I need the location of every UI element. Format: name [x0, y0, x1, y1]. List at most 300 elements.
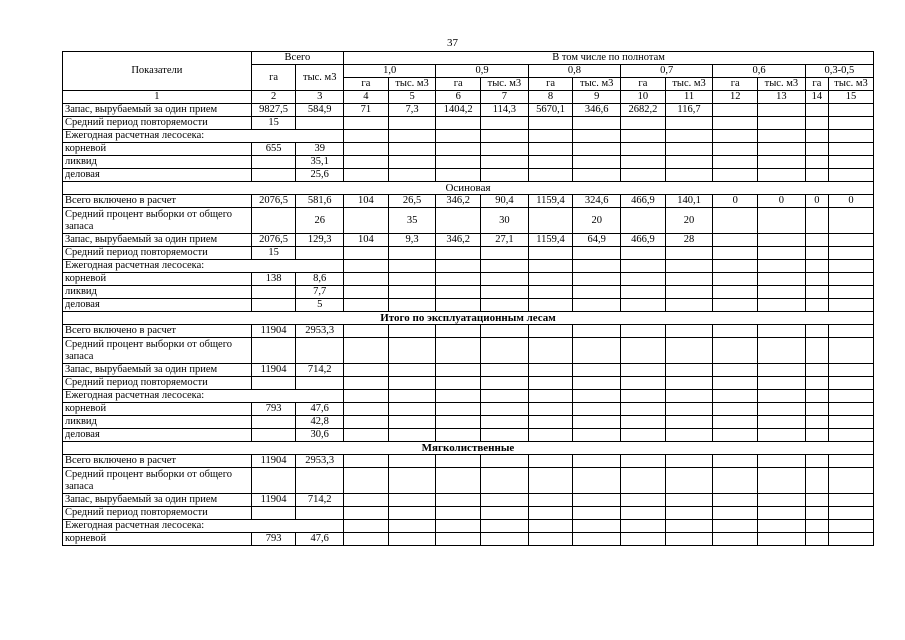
table-cell: [665, 338, 713, 364]
table-cell: [436, 494, 481, 507]
table-cell: 714,2: [296, 494, 344, 507]
table-cell: [481, 390, 529, 403]
table-cell: [436, 325, 481, 338]
table-cell: [344, 156, 389, 169]
header-total-m3: тыс. м3: [296, 65, 344, 91]
header-m3: тыс. м3: [829, 78, 874, 91]
table-cell: [436, 533, 481, 546]
row-label: Средний период повторяемости: [63, 247, 252, 260]
table-row: [63, 260, 874, 273]
table-cell: 104: [344, 195, 389, 208]
table-cell: [388, 247, 436, 260]
table-cell: [528, 364, 573, 377]
table-cell: [665, 468, 713, 494]
table-cell: [829, 338, 874, 364]
table-cell: [805, 338, 828, 364]
table-cell: [388, 429, 436, 442]
table-cell: 5: [296, 299, 344, 312]
table-cell: 7,3: [388, 104, 436, 117]
table-cell: [829, 104, 874, 117]
table-cell: [713, 390, 758, 403]
table-cell: [805, 533, 828, 546]
table-cell: [251, 416, 296, 429]
table-row: [63, 208, 874, 234]
table-cell: 25,6: [296, 169, 344, 182]
table-cell: [296, 338, 344, 364]
table-cell: [665, 247, 713, 260]
table-cell: [805, 247, 828, 260]
column-number: 8: [528, 91, 573, 104]
column-number: 9: [573, 91, 621, 104]
row-label: Запас, вырубаемый за один прием: [63, 104, 252, 117]
table-cell: [388, 390, 436, 403]
table-cell: [344, 533, 389, 546]
table-cell: [436, 468, 481, 494]
table-cell: [829, 260, 874, 273]
table-cell: [344, 117, 389, 130]
table-cell: [481, 416, 529, 429]
table-cell: [344, 273, 389, 286]
table-cell: 1404,2: [436, 104, 481, 117]
column-number: 14: [805, 91, 828, 104]
header-total-ha: га: [251, 65, 296, 91]
table-cell: [829, 468, 874, 494]
table-row: [63, 338, 874, 364]
table-cell: [621, 130, 666, 143]
table-cell: [296, 468, 344, 494]
table-cell: [621, 208, 666, 234]
table-row: [63, 143, 874, 156]
table-cell: [621, 286, 666, 299]
table-cell: [528, 143, 573, 156]
table-cell: [344, 338, 389, 364]
table-cell: 0: [829, 195, 874, 208]
table-cell: 2682,2: [621, 104, 666, 117]
table-cell: [296, 117, 344, 130]
table-cell: [344, 169, 389, 182]
table-cell: [436, 429, 481, 442]
table-cell: [758, 260, 806, 273]
table-row: [63, 104, 874, 117]
table-cell: [528, 390, 573, 403]
table-cell: 28: [665, 234, 713, 247]
table-cell: [805, 130, 828, 143]
table-cell: [665, 416, 713, 429]
table-cell: [665, 273, 713, 286]
table-cell: [528, 520, 573, 533]
section-row: [63, 182, 874, 195]
table-cell: [621, 156, 666, 169]
table-cell: [573, 338, 621, 364]
table-cell: 116,7: [665, 104, 713, 117]
table-cell: [758, 533, 806, 546]
table-cell: [481, 325, 529, 338]
forest-stock-table: [62, 51, 874, 546]
header-ha: га: [713, 78, 758, 91]
column-number: 15: [829, 91, 874, 104]
header-m3: тыс. м3: [665, 78, 713, 91]
table-cell: [805, 364, 828, 377]
table-cell: [251, 377, 296, 390]
table-cell: [621, 455, 666, 468]
table-cell: [481, 260, 529, 273]
table-cell: [251, 208, 296, 234]
table-cell: [713, 169, 758, 182]
table-cell: [344, 143, 389, 156]
table-cell: 26,5: [388, 195, 436, 208]
table-cell: [713, 117, 758, 130]
row-label: корневой: [63, 403, 252, 416]
row-label: Ежегодная расчетная лесосека:: [63, 130, 344, 143]
table-cell: [573, 429, 621, 442]
header-indicators: Показатели: [63, 52, 252, 91]
header-ha: га: [805, 78, 828, 91]
table-cell: [528, 273, 573, 286]
table-cell: [388, 260, 436, 273]
table-cell: [481, 403, 529, 416]
table-cell: [665, 299, 713, 312]
table-cell: [758, 234, 806, 247]
table-cell: [344, 520, 389, 533]
table-cell: [251, 169, 296, 182]
table-cell: [436, 117, 481, 130]
table-row: [63, 403, 874, 416]
table-cell: [481, 468, 529, 494]
table-cell: [665, 117, 713, 130]
table-cell: [805, 494, 828, 507]
table-cell: [665, 390, 713, 403]
table-cell: 64,9: [573, 234, 621, 247]
row-label: корневой: [63, 273, 252, 286]
table-cell: 2953,3: [296, 325, 344, 338]
table-cell: 30: [481, 208, 529, 234]
table-cell: [713, 429, 758, 442]
header-m3: тыс. м3: [481, 78, 529, 91]
table-cell: 324,6: [573, 195, 621, 208]
table-cell: 581,6: [296, 195, 344, 208]
table-row: [63, 117, 874, 130]
table-cell: 793: [251, 533, 296, 546]
table-cell: [296, 247, 344, 260]
section-title: Осиновая: [63, 182, 874, 195]
table-cell: 7,7: [296, 286, 344, 299]
table-cell: [388, 325, 436, 338]
table-cell: [528, 494, 573, 507]
table-cell: 140,1: [665, 195, 713, 208]
row-label: Запас, вырубаемый за один прием: [63, 234, 252, 247]
table-row: [63, 416, 874, 429]
table-cell: 15: [251, 247, 296, 260]
table-cell: 39: [296, 143, 344, 156]
row-label: Средний процент выборки от общего запаса: [63, 468, 252, 494]
table-cell: [436, 507, 481, 520]
table-cell: [528, 260, 573, 273]
table-cell: [436, 403, 481, 416]
table-cell: [481, 455, 529, 468]
table-cell: [621, 247, 666, 260]
table-cell: [829, 520, 874, 533]
table-cell: 30,6: [296, 429, 344, 442]
table-cell: [528, 130, 573, 143]
table-cell: [829, 234, 874, 247]
table-cell: [713, 273, 758, 286]
table-cell: [573, 377, 621, 390]
table-cell: [713, 416, 758, 429]
table-cell: [758, 377, 806, 390]
table-cell: [251, 338, 296, 364]
table-cell: [344, 390, 389, 403]
table-cell: [829, 455, 874, 468]
column-number: 7: [481, 91, 529, 104]
column-number: 3: [296, 91, 344, 104]
table-cell: [344, 403, 389, 416]
table-cell: [344, 260, 389, 273]
table-cell: [805, 234, 828, 247]
table-cell: [251, 299, 296, 312]
row-label: Средний период повторяемости: [63, 377, 252, 390]
table-cell: [388, 130, 436, 143]
header-ha: га: [436, 78, 481, 91]
table-cell: [805, 520, 828, 533]
table-cell: 346,2: [436, 195, 481, 208]
row-label: Ежегодная расчетная лесосека:: [63, 520, 344, 533]
table-cell: [573, 520, 621, 533]
table-cell: [758, 416, 806, 429]
table-cell: [805, 299, 828, 312]
table-cell: [805, 208, 828, 234]
table-cell: [251, 156, 296, 169]
table-cell: [388, 533, 436, 546]
table-cell: [621, 390, 666, 403]
table-cell: [758, 104, 806, 117]
table-cell: [573, 169, 621, 182]
table-cell: [573, 143, 621, 156]
table-cell: [528, 299, 573, 312]
table-cell: [621, 338, 666, 364]
table-cell: [388, 299, 436, 312]
header-density: 0,7: [621, 65, 713, 78]
table-cell: 5670,1: [528, 104, 573, 117]
row-label: ликвид: [63, 416, 252, 429]
table-cell: [481, 169, 529, 182]
table-cell: [481, 299, 529, 312]
table-cell: [713, 533, 758, 546]
table-cell: [805, 117, 828, 130]
table-cell: 0: [758, 195, 806, 208]
table-cell: [758, 403, 806, 416]
table-cell: [665, 156, 713, 169]
table-cell: [665, 325, 713, 338]
table-cell: [665, 455, 713, 468]
table-cell: [621, 468, 666, 494]
table-cell: [805, 104, 828, 117]
table-cell: [481, 130, 529, 143]
table-cell: [573, 260, 621, 273]
header-density: 0,3-0,5: [805, 65, 873, 78]
table-cell: [344, 468, 389, 494]
table-cell: [829, 507, 874, 520]
table-cell: [528, 507, 573, 520]
table-cell: [436, 273, 481, 286]
table-cell: 11904: [251, 455, 296, 468]
header-ha: га: [528, 78, 573, 91]
table-cell: [481, 429, 529, 442]
table-cell: [758, 455, 806, 468]
table-cell: [251, 429, 296, 442]
table-row: [63, 455, 874, 468]
table-cell: [528, 403, 573, 416]
table-cell: [481, 156, 529, 169]
section-row: [63, 312, 874, 325]
table-cell: [436, 364, 481, 377]
table-cell: [713, 247, 758, 260]
table-cell: [665, 429, 713, 442]
table-cell: [481, 494, 529, 507]
table-cell: [758, 390, 806, 403]
row-label: Средний период повторяемости: [63, 117, 252, 130]
table-cell: [528, 247, 573, 260]
row-label: Всего включено в расчет: [63, 195, 252, 208]
table-cell: [344, 286, 389, 299]
row-label: Запас, вырубаемый за один прием: [63, 364, 252, 377]
table-cell: [573, 325, 621, 338]
table-row: [63, 299, 874, 312]
page-number: 37: [447, 37, 458, 49]
table-cell: [758, 169, 806, 182]
table-cell: [388, 416, 436, 429]
table-row: [63, 390, 874, 403]
table-cell: [713, 286, 758, 299]
table-row: [63, 364, 874, 377]
table-row: [63, 286, 874, 299]
table-cell: [344, 429, 389, 442]
table-cell: [388, 169, 436, 182]
table-cell: [621, 273, 666, 286]
table-cell: [713, 520, 758, 533]
header-density: 0,6: [713, 65, 805, 78]
table-cell: [573, 273, 621, 286]
table-cell: [829, 364, 874, 377]
table-cell: [758, 338, 806, 364]
table-cell: [573, 494, 621, 507]
table-cell: [573, 299, 621, 312]
table-cell: [388, 338, 436, 364]
table-cell: 129,3: [296, 234, 344, 247]
table-cell: 114,3: [481, 104, 529, 117]
table-cell: [573, 390, 621, 403]
table-cell: [713, 299, 758, 312]
table-cell: [758, 286, 806, 299]
table-cell: [528, 533, 573, 546]
table-row: [63, 273, 874, 286]
header-density: 0,8: [528, 65, 620, 78]
table-cell: [528, 286, 573, 299]
table-cell: 20: [573, 208, 621, 234]
table-cell: [481, 520, 529, 533]
table-cell: [621, 403, 666, 416]
table-cell: 466,9: [621, 234, 666, 247]
table-cell: [436, 455, 481, 468]
table-cell: [621, 377, 666, 390]
table-cell: [621, 507, 666, 520]
header-m3: тыс. м3: [758, 78, 806, 91]
table-cell: [829, 416, 874, 429]
table-cell: [805, 429, 828, 442]
table-cell: 584,9: [296, 104, 344, 117]
row-label: Средний процент выборки от общего запаса: [63, 338, 252, 364]
table-cell: [665, 377, 713, 390]
table-cell: [758, 143, 806, 156]
table-cell: [805, 403, 828, 416]
table-cell: [665, 507, 713, 520]
table-cell: [344, 494, 389, 507]
table-cell: [573, 403, 621, 416]
table-cell: [713, 156, 758, 169]
table-cell: [829, 273, 874, 286]
table-cell: [621, 169, 666, 182]
table-cell: [528, 429, 573, 442]
table-cell: [713, 143, 758, 156]
column-number: 2: [251, 91, 296, 104]
table-cell: 8,6: [296, 273, 344, 286]
table-cell: 714,2: [296, 364, 344, 377]
table-cell: [829, 299, 874, 312]
table-cell: [758, 468, 806, 494]
table-cell: [829, 117, 874, 130]
table-cell: [573, 468, 621, 494]
table-cell: 15: [251, 117, 296, 130]
row-label: ликвид: [63, 156, 252, 169]
table-cell: [713, 338, 758, 364]
table-cell: [344, 364, 389, 377]
table-cell: [713, 507, 758, 520]
table-cell: [528, 117, 573, 130]
table-cell: [829, 143, 874, 156]
table-row: [63, 377, 874, 390]
table-row: [63, 247, 874, 260]
table-cell: [665, 520, 713, 533]
table-cell: 346,6: [573, 104, 621, 117]
table-cell: [251, 468, 296, 494]
column-number: 1: [63, 91, 252, 104]
table-cell: [829, 533, 874, 546]
table-cell: [829, 130, 874, 143]
table-cell: [388, 364, 436, 377]
table-cell: [388, 468, 436, 494]
table-cell: [621, 494, 666, 507]
table-cell: 466,9: [621, 195, 666, 208]
table-cell: [805, 390, 828, 403]
table-cell: [665, 533, 713, 546]
table-row: [63, 234, 874, 247]
table-row: [63, 520, 874, 533]
table-cell: [344, 325, 389, 338]
table-cell: 1159,4: [528, 195, 573, 208]
table-cell: [528, 338, 573, 364]
table-cell: [758, 364, 806, 377]
table-cell: [829, 494, 874, 507]
table-cell: [573, 286, 621, 299]
table-row: [63, 195, 874, 208]
table-cell: [388, 286, 436, 299]
table-cell: [621, 520, 666, 533]
table-cell: [344, 507, 389, 520]
table-cell: 793: [251, 403, 296, 416]
table-cell: [388, 494, 436, 507]
table-cell: 27,1: [481, 234, 529, 247]
table-row: [63, 494, 874, 507]
table-cell: [713, 403, 758, 416]
